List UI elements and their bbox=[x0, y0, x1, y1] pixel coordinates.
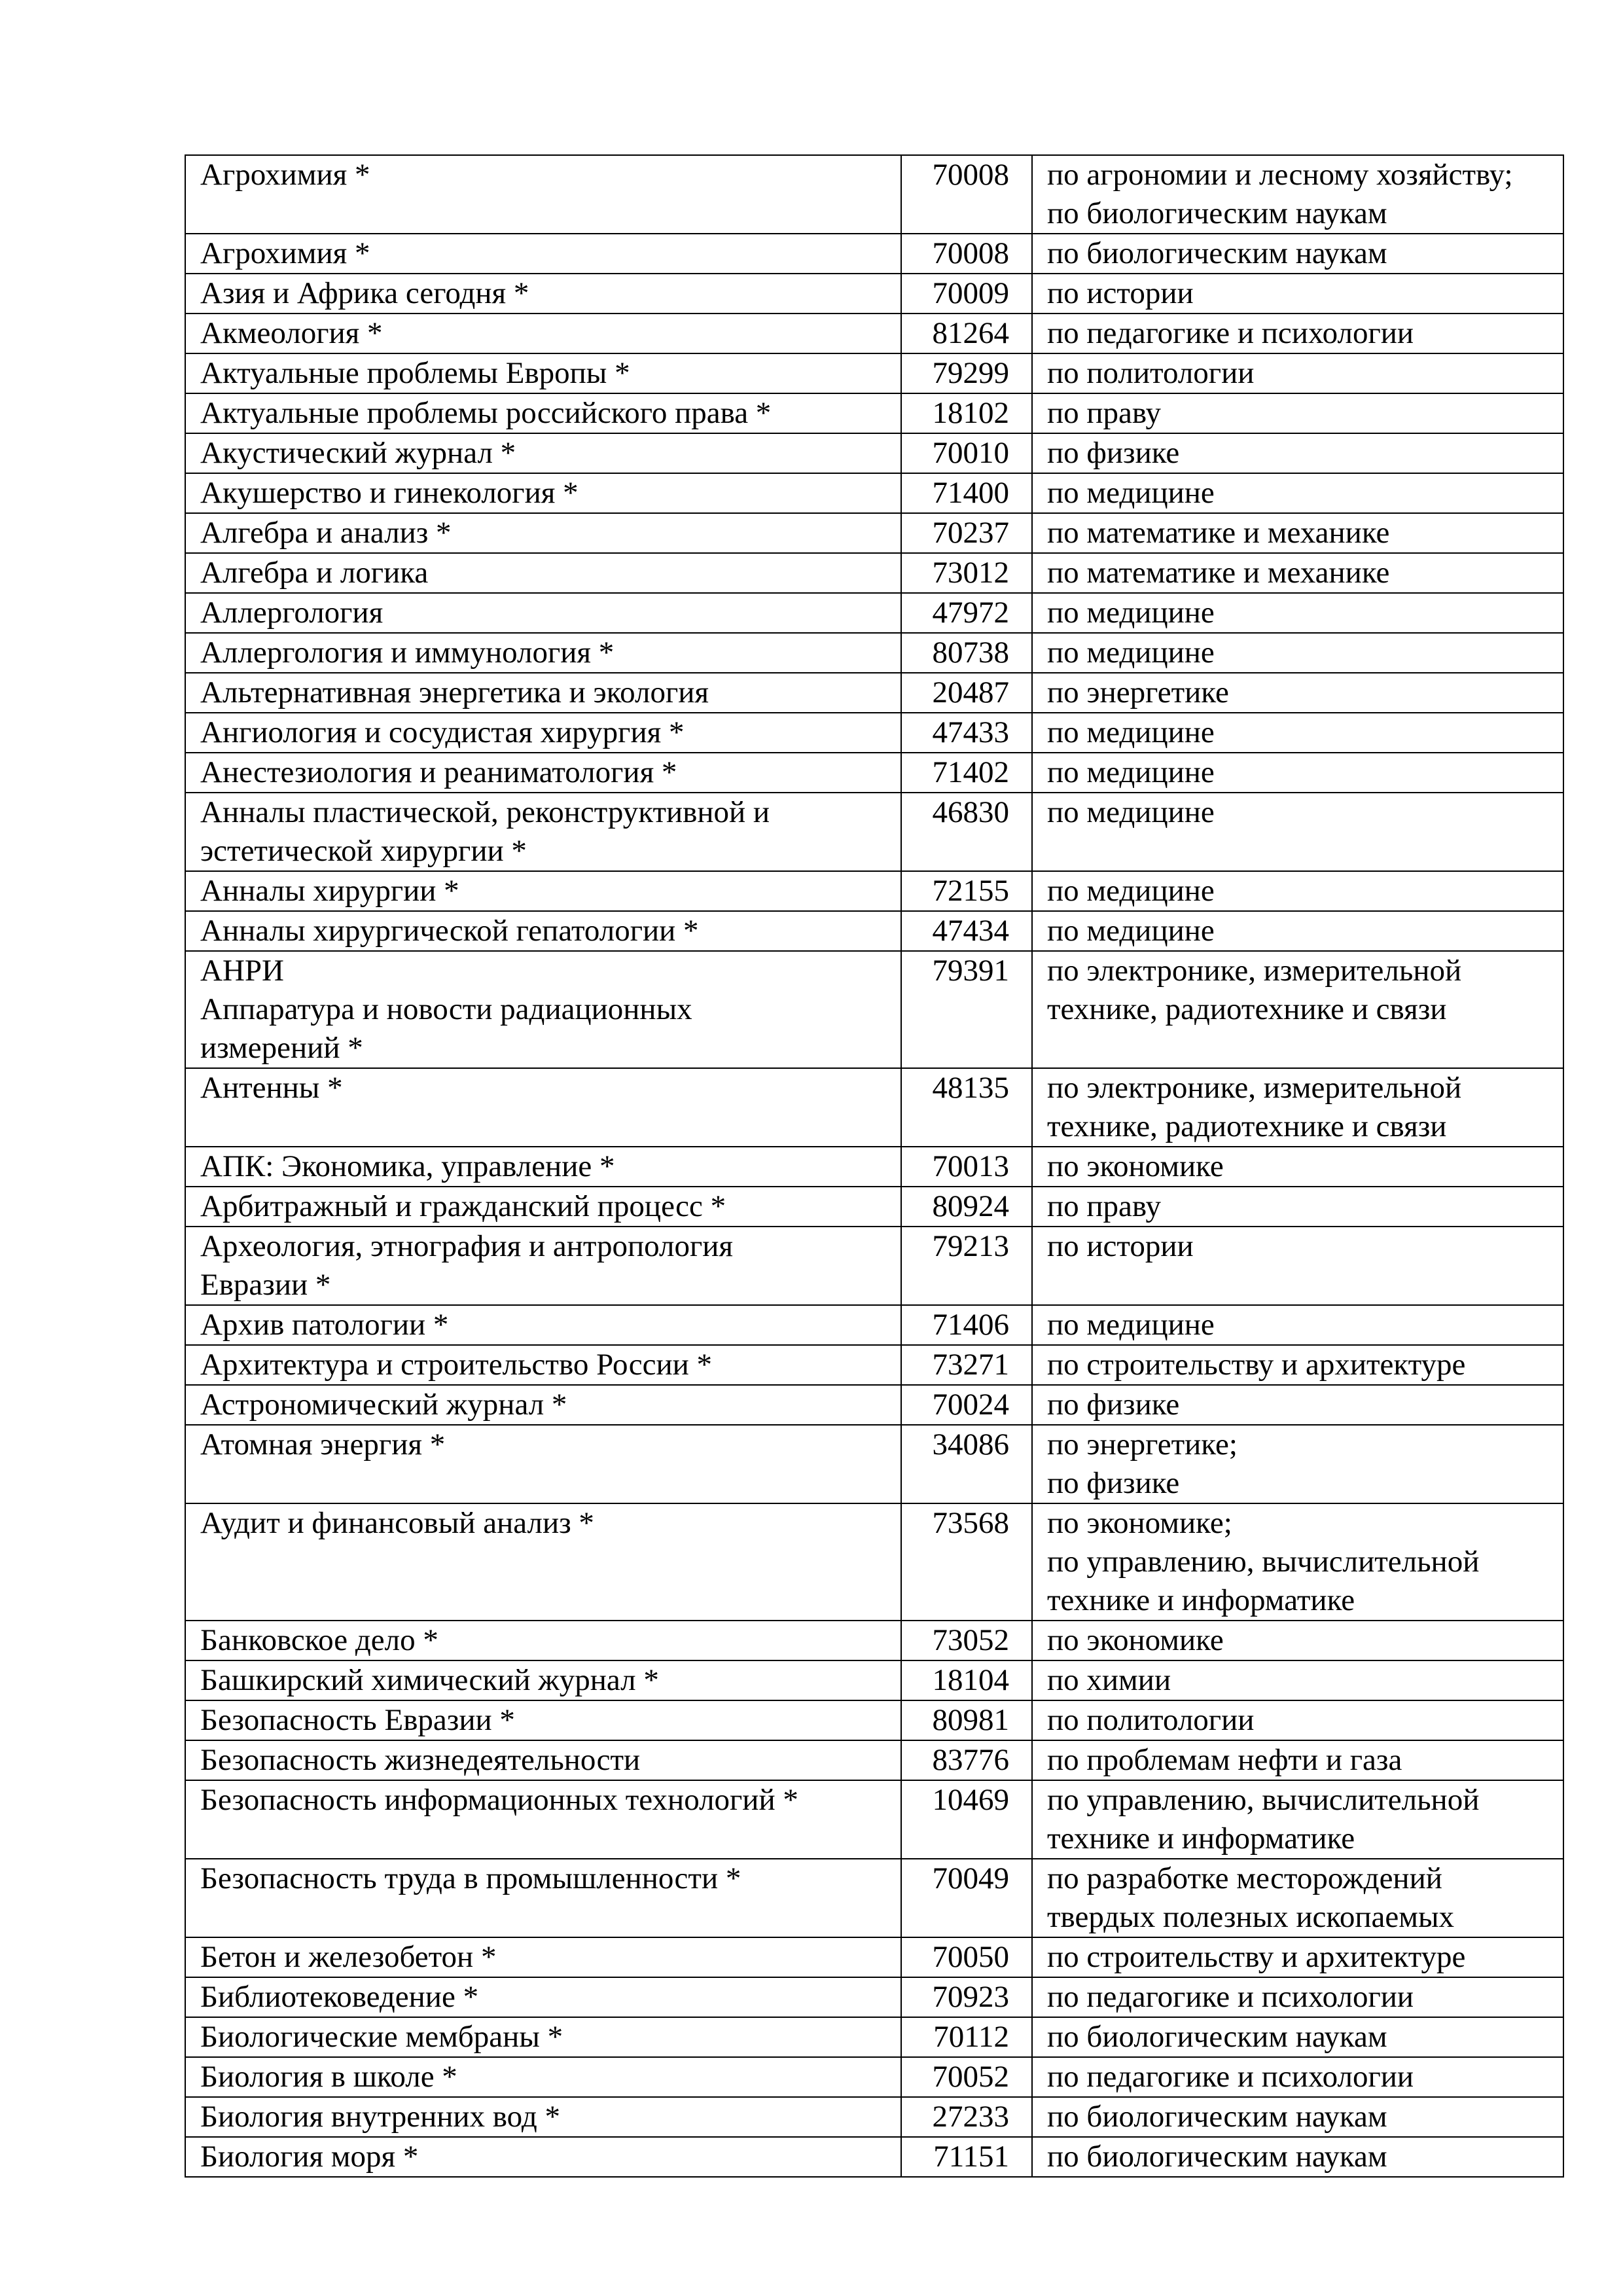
table-row bbox=[185, 1700, 1563, 1740]
subscription-index-cell bbox=[901, 2017, 1032, 2057]
subscription-index-cell bbox=[901, 951, 1032, 1068]
science-field-cell bbox=[1032, 871, 1563, 911]
science-field-line: по праву bbox=[1047, 396, 1162, 430]
table-row bbox=[185, 871, 1563, 911]
science-field-cell bbox=[1032, 155, 1563, 234]
science-field-line: технике и информатике bbox=[1047, 1583, 1355, 1617]
subscription-index-cell bbox=[901, 793, 1032, 871]
table-row bbox=[185, 2017, 1563, 2057]
journal-title-line: Биология внутренних вод * bbox=[200, 2100, 560, 2134]
subscription-index: 10469 bbox=[932, 1783, 1009, 1817]
subscription-index-cell bbox=[901, 1147, 1032, 1187]
journal-title-cell bbox=[185, 633, 901, 673]
journal-title-cell bbox=[185, 2097, 901, 2137]
science-field-cell bbox=[1032, 713, 1563, 753]
journal-title-cell bbox=[185, 553, 901, 593]
table-row bbox=[185, 1147, 1563, 1187]
subscription-index-cell bbox=[901, 553, 1032, 593]
subscription-index-cell bbox=[901, 753, 1032, 793]
subscription-index: 71402 bbox=[932, 755, 1009, 789]
science-field-cell bbox=[1032, 1700, 1563, 1740]
science-field-line: по биологическим наукам bbox=[1047, 2020, 1387, 2054]
table-row bbox=[185, 1227, 1563, 1305]
science-field-cell bbox=[1032, 1425, 1563, 1503]
science-field-line: технике и информатике bbox=[1047, 1821, 1355, 1856]
science-field-line: по управлению, вычислительной bbox=[1047, 1783, 1480, 1817]
subscription-index-cell bbox=[901, 1780, 1032, 1859]
table-row bbox=[185, 1503, 1563, 1621]
science-field-line: по педагогике и психологии bbox=[1047, 2060, 1414, 2094]
table-row bbox=[185, 1068, 1563, 1147]
science-field-cell bbox=[1032, 1503, 1563, 1621]
journal-title-line: Ангиология и сосудистая хирургия * bbox=[200, 715, 685, 749]
science-field-line: технике, радиотехнике и связи bbox=[1047, 992, 1447, 1026]
subscription-index: 79391 bbox=[932, 954, 1009, 988]
table-row bbox=[185, 1937, 1563, 1977]
science-field-line: твердых полезных ископаемых bbox=[1047, 1900, 1455, 1934]
science-field-cell bbox=[1032, 1660, 1563, 1700]
journal-title-line: Анналы пластической, реконструктивной и bbox=[200, 795, 770, 829]
table-row bbox=[185, 1977, 1563, 2017]
subscription-index-cell bbox=[901, 314, 1032, 353]
subscription-index: 48135 bbox=[932, 1071, 1009, 1105]
science-field-cell bbox=[1032, 1977, 1563, 2017]
subscription-index-cell bbox=[901, 513, 1032, 553]
table-row bbox=[185, 1859, 1563, 1937]
science-field-cell bbox=[1032, 2057, 1563, 2097]
journal-title-line: Банковское дело * bbox=[200, 1623, 438, 1657]
science-field-cell bbox=[1032, 2017, 1563, 2057]
science-field-cell bbox=[1032, 314, 1563, 353]
science-field-cell bbox=[1032, 753, 1563, 793]
subscription-index: 34086 bbox=[932, 1427, 1009, 1462]
subscription-index: 80738 bbox=[932, 636, 1009, 670]
subscription-index-cell bbox=[901, 1740, 1032, 1780]
journal-title-line: Аллергология и иммунология * bbox=[200, 636, 615, 670]
science-field-line: по биологическим наукам bbox=[1047, 2100, 1387, 2134]
science-field-line: по экономике; bbox=[1047, 1506, 1232, 1540]
journal-title-line: Агрохимия * bbox=[200, 236, 370, 270]
table-body bbox=[185, 155, 1563, 2177]
table-row bbox=[185, 2097, 1563, 2137]
subscription-index-cell bbox=[901, 1937, 1032, 1977]
subscription-index-cell bbox=[901, 234, 1032, 274]
science-field-line: по математике и механике bbox=[1047, 556, 1390, 590]
science-field-line: по экономике bbox=[1047, 1149, 1224, 1183]
subscription-index-cell bbox=[901, 274, 1032, 314]
table-row bbox=[185, 393, 1563, 433]
journal-title-line: Биология в школе * bbox=[200, 2060, 457, 2094]
journal-title-line: Биологические мембраны * bbox=[200, 2020, 563, 2054]
science-field-line: по медицине bbox=[1047, 1308, 1215, 1342]
journal-title-line: Агрохимия * bbox=[200, 158, 370, 192]
science-field-cell bbox=[1032, 673, 1563, 713]
science-field-line: технике, радиотехнике и связи bbox=[1047, 1109, 1447, 1143]
science-field-line: по педагогике и психологии bbox=[1047, 1980, 1414, 2014]
subscription-index: 73271 bbox=[932, 1348, 1009, 1382]
subscription-index: 71400 bbox=[932, 476, 1009, 510]
science-field-line: по экономике bbox=[1047, 1623, 1224, 1657]
science-field-cell bbox=[1032, 353, 1563, 393]
journal-title-cell bbox=[185, 2057, 901, 2097]
journal-title-cell bbox=[185, 433, 901, 473]
subscription-index: 70009 bbox=[932, 276, 1009, 310]
science-field-cell bbox=[1032, 513, 1563, 553]
journal-title-line: Безопасность труда в промышленности * bbox=[200, 1861, 741, 1895]
subscription-index-cell bbox=[901, 1425, 1032, 1503]
subscription-index-cell bbox=[901, 1859, 1032, 1937]
table-row bbox=[185, 2137, 1563, 2177]
science-field-line: по строительству и архитектуре bbox=[1047, 1940, 1466, 1974]
subscription-index: 70923 bbox=[932, 1980, 1009, 2014]
science-field-cell bbox=[1032, 593, 1563, 633]
journal-title-cell bbox=[185, 793, 901, 871]
subscription-index-cell bbox=[901, 1621, 1032, 1660]
journal-title-line: Акустический журнал * bbox=[200, 436, 516, 470]
subscription-index: 73052 bbox=[932, 1623, 1009, 1657]
science-field-line: по биологическим наукам bbox=[1047, 236, 1387, 270]
science-field-line: по агрономии и лесному хозяйству; bbox=[1047, 158, 1513, 192]
subscription-index: 72155 bbox=[932, 874, 1009, 908]
subscription-index: 70050 bbox=[932, 1940, 1009, 1974]
science-field-line: по биологическим наукам bbox=[1047, 196, 1387, 230]
journal-title-cell bbox=[185, 713, 901, 753]
subscription-index: 18104 bbox=[932, 1663, 1009, 1697]
subscription-index-cell bbox=[901, 1187, 1032, 1227]
table-row bbox=[185, 314, 1563, 353]
science-field-cell bbox=[1032, 234, 1563, 274]
science-field-line: по физике bbox=[1047, 1466, 1180, 1500]
science-field-line: по медицине bbox=[1047, 476, 1215, 510]
table-row bbox=[185, 1425, 1563, 1503]
table-row bbox=[185, 234, 1563, 274]
journal-title-line: Алгебра и анализ * bbox=[200, 516, 452, 550]
journal-title-cell bbox=[185, 911, 901, 951]
journal-title-cell bbox=[185, 473, 901, 513]
subscription-index-cell bbox=[901, 673, 1032, 713]
journal-title-line: АПК: Экономика, управление * bbox=[200, 1149, 615, 1183]
science-field-line: по медицине bbox=[1047, 715, 1215, 749]
journal-title-line: Башкирский химический журнал * bbox=[200, 1663, 659, 1697]
table-row bbox=[185, 1740, 1563, 1780]
subscription-index-cell bbox=[901, 871, 1032, 911]
journal-title-line: Библиотековедение * bbox=[200, 1980, 479, 2014]
science-field-line: по математике и механике bbox=[1047, 516, 1390, 550]
science-field-line: по биологическим наукам bbox=[1047, 2140, 1387, 2174]
journal-title-cell bbox=[185, 1700, 901, 1740]
science-field-line: по праву bbox=[1047, 1189, 1162, 1223]
science-field-line: по электронике, измерительной bbox=[1047, 954, 1462, 988]
science-field-line: по истории bbox=[1047, 276, 1194, 310]
journal-title-cell bbox=[185, 1937, 901, 1977]
subscription-index-cell bbox=[901, 473, 1032, 513]
science-field-line: по разработке месторождений bbox=[1047, 1861, 1442, 1895]
science-field-line: по физике bbox=[1047, 1388, 1180, 1422]
science-field-line: по истории bbox=[1047, 1229, 1194, 1263]
science-field-line: по физике bbox=[1047, 436, 1180, 470]
journal-title-cell bbox=[185, 1068, 901, 1147]
subscription-index-cell bbox=[901, 713, 1032, 753]
journal-title-cell bbox=[185, 1147, 901, 1187]
subscription-index: 79213 bbox=[932, 1229, 1009, 1263]
science-field-cell bbox=[1032, 1780, 1563, 1859]
science-field-line: по проблемам нефти и газа bbox=[1047, 1743, 1402, 1777]
table-row bbox=[185, 753, 1563, 793]
journal-title-cell bbox=[185, 234, 901, 274]
subscription-index: 71406 bbox=[932, 1308, 1009, 1342]
subscription-index-cell bbox=[901, 633, 1032, 673]
science-field-line: по медицине bbox=[1047, 874, 1215, 908]
subscription-index: 70008 bbox=[932, 158, 1009, 192]
subscription-index-cell bbox=[901, 1345, 1032, 1385]
table-row bbox=[185, 1780, 1563, 1859]
journal-title-cell bbox=[185, 1780, 901, 1859]
subscription-index: 47433 bbox=[932, 715, 1009, 749]
journal-title-line: Акушерство и гинекология * bbox=[200, 476, 579, 510]
journal-title-line: Атомная энергия * bbox=[200, 1427, 446, 1462]
subscription-index: 73012 bbox=[932, 556, 1009, 590]
journal-title-cell bbox=[185, 1345, 901, 1385]
journal-title-cell bbox=[185, 353, 901, 393]
science-field-cell bbox=[1032, 473, 1563, 513]
subscription-index-cell bbox=[901, 1385, 1032, 1425]
journal-title-cell bbox=[185, 871, 901, 911]
science-field-cell bbox=[1032, 1385, 1563, 1425]
journal-title-cell bbox=[185, 951, 901, 1068]
science-field-line: по энергетике bbox=[1047, 675, 1229, 709]
journal-title-line: Актуальные проблемы Европы * bbox=[200, 356, 630, 390]
subscription-index-cell bbox=[901, 593, 1032, 633]
subscription-index: 70024 bbox=[932, 1388, 1009, 1422]
table-row bbox=[185, 553, 1563, 593]
subscription-index: 70112 bbox=[933, 2020, 1009, 2054]
science-field-cell bbox=[1032, 1859, 1563, 1937]
table-row bbox=[185, 673, 1563, 713]
science-field-cell bbox=[1032, 1345, 1563, 1385]
science-field-line: по химии bbox=[1047, 1663, 1171, 1697]
table-row bbox=[185, 1660, 1563, 1700]
science-field-cell bbox=[1032, 2097, 1563, 2137]
science-field-cell bbox=[1032, 1305, 1563, 1345]
journal-title-line: АНРИ bbox=[200, 954, 284, 988]
table-row bbox=[185, 911, 1563, 951]
science-field-cell bbox=[1032, 793, 1563, 871]
journal-title-line: Актуальные проблемы российского права * bbox=[200, 396, 772, 430]
table-row bbox=[185, 951, 1563, 1068]
journal-title-cell bbox=[185, 1187, 901, 1227]
journal-title-cell bbox=[185, 1977, 901, 2017]
journal-title-line: Археология, этнография и антропология bbox=[200, 1229, 734, 1263]
science-field-line: по медицине bbox=[1047, 795, 1215, 829]
journal-title-cell bbox=[185, 1859, 901, 1937]
science-field-cell bbox=[1032, 633, 1563, 673]
journal-title-cell bbox=[185, 2017, 901, 2057]
journal-title-cell bbox=[185, 593, 901, 633]
journal-title-line: Альтернативная энергетика и экология bbox=[200, 675, 709, 709]
table-row bbox=[185, 1621, 1563, 1660]
journal-title-cell bbox=[185, 1660, 901, 1700]
science-field-cell bbox=[1032, 1227, 1563, 1305]
science-field-line: по политологии bbox=[1047, 1703, 1255, 1737]
subscription-index: 70237 bbox=[932, 516, 1009, 550]
journal-title-line: Астрономический журнал * bbox=[200, 1388, 567, 1422]
table-row bbox=[185, 274, 1563, 314]
subscription-index: 70008 bbox=[932, 236, 1009, 270]
table-row bbox=[185, 2057, 1563, 2097]
journal-title-cell bbox=[185, 393, 901, 433]
subscription-index-cell bbox=[901, 1503, 1032, 1621]
journal-title-line: Биология моря * bbox=[200, 2140, 419, 2174]
journal-title-line: Алгебра и логика bbox=[200, 556, 429, 590]
journal-title-cell bbox=[185, 1305, 901, 1345]
science-field-line: по медицине bbox=[1047, 914, 1215, 948]
journal-title-line: Азия и Африка сегодня * bbox=[200, 276, 529, 310]
table-row bbox=[185, 633, 1563, 673]
subscription-index: 83776 bbox=[932, 1743, 1009, 1777]
subscription-index: 81264 bbox=[932, 316, 1009, 350]
subscription-index-cell bbox=[901, 2057, 1032, 2097]
journal-title-cell bbox=[185, 314, 901, 353]
subscription-index-cell bbox=[901, 1977, 1032, 2017]
subscription-index: 80981 bbox=[932, 1703, 1009, 1737]
journal-title-line: эстетической хирургии * bbox=[200, 834, 527, 868]
subscription-index-cell bbox=[901, 2097, 1032, 2137]
subscription-index-cell bbox=[901, 911, 1032, 951]
journal-title-line: Безопасность Евразии * bbox=[200, 1703, 515, 1737]
journal-title-cell bbox=[185, 1385, 901, 1425]
journal-title-cell bbox=[185, 155, 901, 234]
science-field-line: по политологии bbox=[1047, 356, 1255, 390]
table-row bbox=[185, 593, 1563, 633]
subscription-index-cell bbox=[901, 155, 1032, 234]
table-row bbox=[185, 1345, 1563, 1385]
science-field-cell bbox=[1032, 911, 1563, 951]
subscription-index-cell bbox=[901, 1068, 1032, 1147]
journal-title-line: Бетон и железобетон * bbox=[200, 1940, 497, 1974]
science-field-line: по управлению, вычислительной bbox=[1047, 1545, 1480, 1579]
subscription-index: 70013 bbox=[932, 1149, 1009, 1183]
table-row bbox=[185, 793, 1563, 871]
science-field-line: по медицине bbox=[1047, 636, 1215, 670]
science-field-cell bbox=[1032, 951, 1563, 1068]
journal-title-line: Архив патологии * bbox=[200, 1308, 449, 1342]
journal-title-cell bbox=[185, 1425, 901, 1503]
subscription-index-cell bbox=[901, 393, 1032, 433]
table-row bbox=[185, 353, 1563, 393]
subscription-index: 20487 bbox=[932, 675, 1009, 709]
journal-title-cell bbox=[185, 1503, 901, 1621]
journal-title-line: Анестезиология и реаниматология * bbox=[200, 755, 677, 789]
subscription-index: 71151 bbox=[933, 2140, 1009, 2174]
journal-title-line: Аппаратура и новости радиационных bbox=[200, 992, 692, 1026]
subscription-index-cell bbox=[901, 1660, 1032, 1700]
table-row bbox=[185, 513, 1563, 553]
subscription-index: 46830 bbox=[932, 795, 1009, 829]
journal-title-cell bbox=[185, 274, 901, 314]
subscription-index: 27233 bbox=[932, 2100, 1009, 2134]
journal-title-cell bbox=[185, 1621, 901, 1660]
journal-title-line: Анналы хирургии * bbox=[200, 874, 459, 908]
science-field-cell bbox=[1032, 433, 1563, 473]
table-row bbox=[185, 1187, 1563, 1227]
table-row bbox=[185, 1305, 1563, 1345]
journal-title-line: измерений * bbox=[200, 1031, 363, 1065]
subscription-index: 79299 bbox=[932, 356, 1009, 390]
table-row bbox=[185, 433, 1563, 473]
subscription-index: 70052 bbox=[932, 2060, 1009, 2094]
subscription-index-cell bbox=[901, 433, 1032, 473]
science-field-cell bbox=[1032, 1621, 1563, 1660]
science-field-cell bbox=[1032, 274, 1563, 314]
subscription-index-cell bbox=[901, 353, 1032, 393]
journal-title-line: Аллергология bbox=[200, 596, 383, 630]
table-row bbox=[185, 713, 1563, 753]
subscription-index-cell bbox=[901, 1700, 1032, 1740]
science-field-line: по медицине bbox=[1047, 596, 1215, 630]
journal-title-line: Арбитражный и гражданский процесс * bbox=[200, 1189, 726, 1223]
journal-title-cell bbox=[185, 1740, 901, 1780]
subscription-index: 80924 bbox=[932, 1189, 1009, 1223]
table-row bbox=[185, 155, 1563, 234]
subscription-index: 70049 bbox=[932, 1861, 1009, 1895]
journal-title-cell bbox=[185, 753, 901, 793]
subscription-index: 47972 bbox=[932, 596, 1009, 630]
table-row bbox=[185, 473, 1563, 513]
science-field-cell bbox=[1032, 2137, 1563, 2177]
science-field-line: по педагогике и психологии bbox=[1047, 316, 1414, 350]
science-field-cell bbox=[1032, 553, 1563, 593]
journal-title-cell bbox=[185, 2137, 901, 2177]
journal-table bbox=[185, 154, 1564, 2178]
subscription-index-cell bbox=[901, 1227, 1032, 1305]
journal-title-cell bbox=[185, 513, 901, 553]
science-field-line: по медицине bbox=[1047, 755, 1215, 789]
subscription-index-cell bbox=[901, 2137, 1032, 2177]
science-field-cell bbox=[1032, 1147, 1563, 1187]
subscription-index: 18102 bbox=[932, 396, 1009, 430]
journal-title-line: Анналы хирургической гепатологии * bbox=[200, 914, 699, 948]
journal-title-line: Архитектура и строительство России * bbox=[200, 1348, 712, 1382]
science-field-line: по строительству и архитектуре bbox=[1047, 1348, 1466, 1382]
science-field-cell bbox=[1032, 393, 1563, 433]
subscription-index: 47434 bbox=[932, 914, 1009, 948]
science-field-line: по энергетике; bbox=[1047, 1427, 1238, 1462]
subscription-index: 70010 bbox=[932, 436, 1009, 470]
journal-title-line: Антенны * bbox=[200, 1071, 343, 1105]
science-field-cell bbox=[1032, 1068, 1563, 1147]
journal-title-line: Аудит и финансовый анализ * bbox=[200, 1506, 594, 1540]
table-row bbox=[185, 1385, 1563, 1425]
journal-title-line: Безопасность жизнедеятельности bbox=[200, 1743, 641, 1777]
subscription-index-cell bbox=[901, 1305, 1032, 1345]
science-field-cell bbox=[1032, 1937, 1563, 1977]
subscription-index: 73568 bbox=[932, 1506, 1009, 1540]
science-field-line: по электронике, измерительной bbox=[1047, 1071, 1462, 1105]
journal-title-line: Акмеология * bbox=[200, 316, 383, 350]
journal-title-cell bbox=[185, 1227, 901, 1305]
journal-title-line: Евразии * bbox=[200, 1268, 331, 1302]
journal-title-line: Безопасность информационных технологий * bbox=[200, 1783, 798, 1817]
journal-title-cell bbox=[185, 673, 901, 713]
science-field-cell bbox=[1032, 1740, 1563, 1780]
science-field-cell bbox=[1032, 1187, 1563, 1227]
